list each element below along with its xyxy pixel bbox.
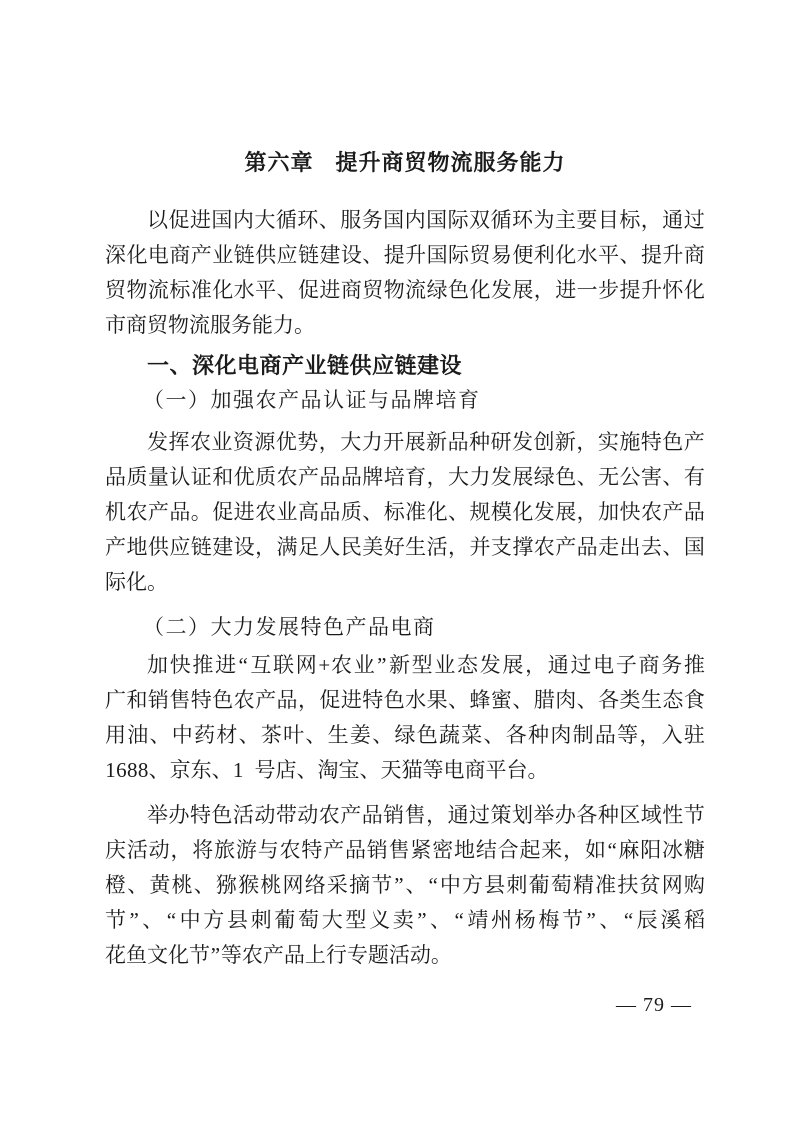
body-line: 庆 活 动 ， 将 旅 游 与 农 特 产 品 销 售 紧 密 地 结 合 起 来 ， 如 “ 麻 阳 冰 糖: [105, 838, 705, 862]
body-line: 橙 、 黄 桃 、 猕 猴 桃 网 络 采 摘 节 ” 、 “ 中 方 县 刺 葡 萄 精 准 扶 贫 网 购: [105, 873, 705, 897]
body-line: 市 商 贸 物 流 服 务 能 力 。: [105, 313, 315, 337]
body-line: 深 化 电 商 产 业 链 供 应 链 建 设 、 提 升 国 际 贸 易 便 利 化 水 平 、 提 升 商: [105, 243, 705, 267]
body-line: 发 挥 农 业 资 源 优 势 ， 大 力 开 展 新 品 种 研 发 创 新 ， 实 施 特 色 产: [147, 430, 705, 454]
page-number: — 79 —: [616, 994, 692, 1016]
body-line: 品 质 量 认 证 和 优 质 农 产 品 品 牌 培 育 ， 大 力 发 展 绿 色 、 无 公 害 、 有: [105, 465, 705, 489]
chapter-number: 第六章: [244, 150, 314, 175]
subsection-2-paragraph-1: [105, 648, 705, 788]
body-line: 产 地 供 应 链 建 设 ， 满 足 人 民 美 好 生 活 ， 并 支 撑 农 产 品 走 出 去 、 国: [105, 535, 705, 559]
chapter-title-text: 提升商贸物流服务能力: [335, 150, 566, 175]
body-line: 广 和 销 售 特 色 农 产 品 ， 促 进 特 色 水 果 、 蜂 蜜 、 腊 肉 、 各 类 生 态 食: [105, 688, 705, 712]
subsection-heading-2: （二）大力发展特色产品电商: [143, 615, 436, 639]
body-line: 举 办 特 色 活 动 带 动 农 产 品 销 售 ， 通 过 策 划 举 办 各 种 区 域 性 节: [147, 803, 705, 827]
body-line: 加 快 推 进 “ 互 联 网 + 农 业 ” 新 型 业 态 发 展 ， 通 过 电 子 商 务 推: [147, 653, 705, 677]
body-line: 节 ” 、 “ 中 方 县 刺 葡 萄 大 型 义 卖 ” 、 “ 靖 州 杨 梅 节 ” 、 “ 辰 溪 稻: [105, 908, 705, 932]
subsection-2-paragraph-2: [105, 798, 705, 973]
body-line: 贸 物 流 标 准 化 水 平 、 促 进 商 贸 物 流 绿 色 化 发 展 ， 进 一 步 提 升 怀 化: [105, 278, 705, 302]
body-line: 1 6 8 8 、 京 东 、 1 号 店 、 淘 宝 、 天 猫 等 电 商 平 台 。: [105, 758, 549, 782]
page-content: [105, 0, 705, 1023]
subsection-1-paragraph: [105, 425, 705, 600]
body-line: 花 鱼 文 化 节 ” 等 农 产 品 上 行 专 题 活 动 。: [105, 943, 452, 967]
body-line: 际 化 。: [105, 570, 168, 594]
body-line: 用 油 、 中 药 材 、 茶 叶 、 生 姜 、 绿 色 蔬 菜 、 各 种 肉 制 品 等 ， 入 驻: [105, 723, 705, 747]
intro-paragraph: [105, 203, 705, 343]
subsection-heading-1: （一）加强农产品认证与品牌培育: [143, 388, 481, 412]
body-line: 以 促 进 国 内 大 循 环 、 服 务 国 内 国 际 双 循 环 为 主 要 目 标 ， 通 过: [147, 208, 705, 232]
section-heading-1: 一、深化电商产业链供应链建设: [147, 353, 463, 378]
body-line: 机 农 产 品 。 促 进 农 业 高 品 质 、 标 准 化 、 规 模 化 发 展 ， 加 快 农 产 品: [105, 500, 705, 524]
chapter-title: [105, 145, 705, 180]
